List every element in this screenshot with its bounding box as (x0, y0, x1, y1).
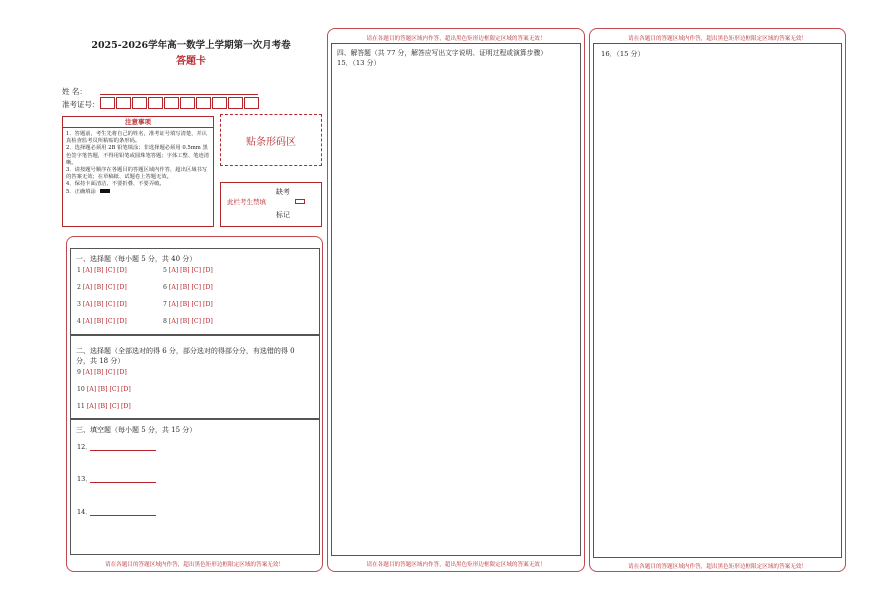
choice-row[interactable]: 1 [A] [B] [C] [D] (77, 267, 127, 274)
section2-title-line1: 二、选择题（全部选对的得 6 分，部分选对的得部分分，有选错的得 0 (76, 347, 295, 355)
choice-row[interactable]: 5 [A] [B] [C] [D] (163, 267, 213, 274)
section4-title: 四、解答题（共 77 分，解答应写出文字说明、证明过程或演算步骤） (337, 49, 548, 57)
notice-box (62, 116, 214, 227)
question-16-box (593, 43, 842, 558)
choice-row[interactable]: 6 [A] [B] [C] [D] (163, 284, 213, 291)
absent-checkbox[interactable] (295, 199, 305, 204)
choice-row[interactable]: 4 [A] [B] [C] [D] (77, 318, 127, 325)
question-16-label: 16．（15 分） (601, 50, 645, 58)
fill-item-number: 13． (77, 475, 92, 483)
fill-item-number: 14． (77, 508, 92, 516)
section4-box (331, 43, 581, 556)
question-16-answer-area[interactable] (595, 60, 840, 556)
warning-footer-left: 请在各题目的答题区域内作答，超出黑色矩形边框限定区域的答案无效！ (104, 562, 284, 568)
notice-item-correct-fill: 5．正确填涂 (66, 189, 210, 196)
absent-forbidden-label: 此栏考生禁填 (227, 198, 266, 206)
warning-footer-middle: 请在各题目的答题区域内作答，超出黑色矩形边框限定区域的答案无效！ (366, 562, 546, 568)
barcode-area: 贴条形码区 (220, 114, 322, 166)
section1-title: 一、选择题（每小题 5 分，共 40 分） (76, 255, 197, 263)
exam-title: 2025-2026学年高一数学上学期第一次月考卷 (91, 40, 291, 51)
choice-row[interactable]: 11 [A] [B] [C] [D] (77, 403, 131, 410)
notice-body (63, 128, 213, 196)
choice-row[interactable]: 2 [A] [B] [C] [D] (77, 284, 127, 291)
choice-row[interactable]: 7 [A] [B] [C] [D] (163, 301, 213, 308)
exam-id-boxes[interactable] (100, 97, 260, 109)
absent-top-label: 缺考 (276, 188, 290, 196)
section2-title-line2: 分，共 18 分） (76, 357, 125, 365)
fill-answer-line[interactable] (90, 482, 156, 483)
id-digit-box[interactable] (244, 97, 259, 109)
name-field[interactable] (100, 94, 258, 95)
section1-box (70, 248, 320, 335)
id-label: 准考证号： (62, 100, 100, 109)
notice-item: 4．保持卡面清洁，不要折叠、不要弄破。 (66, 181, 165, 188)
id-digit-box[interactable] (196, 97, 211, 109)
section3-box (70, 419, 320, 555)
warning-header-middle: 请在各题目的答题区域内作答，超出黑色矩形边框限定区域的答案无效！ (366, 36, 546, 42)
notice-item: 2．选择题必须用 2B 铅笔填涂；非选择题必须用 0.5mm 黑色签字笔答题，不得用铅笔或圆珠笔答题；字体工整、笔迹清晰。 (66, 145, 210, 166)
choice-row[interactable]: 10 [A] [B] [C] [D] (77, 386, 131, 393)
filled-mark-icon (100, 189, 110, 193)
name-label: 姓 名： (62, 87, 87, 96)
notice-item: 3．请按题号顺序在各题目的答题区域内作答，超出区域书写的答案无效；在草稿纸、试题卷上答题无效。 (66, 167, 208, 181)
fill-item-number: 12． (77, 443, 92, 451)
warning-footer-right: 请在各题目的答题区域内作答，超出黑色矩形边框限定区域的答案无效！ (627, 564, 807, 570)
question-15-label: 15．（13 分） (337, 59, 381, 67)
warning-header-right: 请在各题目的答题区域内作答，超出黑色矩形边框限定区域的答案无效！ (627, 36, 807, 42)
choice-row[interactable]: 9 [A] [B] [C] [D] (77, 369, 127, 376)
fill-answer-line[interactable] (90, 515, 156, 516)
id-digit-box[interactable] (228, 97, 243, 109)
id-digit-box[interactable] (148, 97, 163, 109)
section2-box (70, 335, 320, 419)
id-digit-box[interactable] (132, 97, 147, 109)
id-digit-box[interactable] (212, 97, 227, 109)
absent-bottom-label: 标记 (276, 211, 290, 219)
id-digit-box[interactable] (100, 97, 115, 109)
id-digit-box[interactable] (164, 97, 179, 109)
notice-heading: 注意事项 (63, 117, 213, 128)
notice-item: 1．答题前，考生先将自己的姓名，准考证号填写清楚，并认真检查监考员所粘贴的条形码。 (66, 131, 208, 145)
section3-title: 三、填空题（每小题 5 分，共 15 分） (76, 426, 197, 434)
id-digit-box[interactable] (180, 97, 195, 109)
choice-row[interactable]: 8 [A] [B] [C] [D] (163, 318, 213, 325)
fill-answer-line[interactable] (90, 450, 156, 451)
id-digit-box[interactable] (116, 97, 131, 109)
choice-row[interactable]: 3 [A] [B] [C] [D] (77, 301, 127, 308)
absent-box (220, 182, 322, 227)
question-15-answer-area[interactable] (333, 68, 579, 554)
answer-sheet-label: 答题卡 (176, 56, 206, 67)
